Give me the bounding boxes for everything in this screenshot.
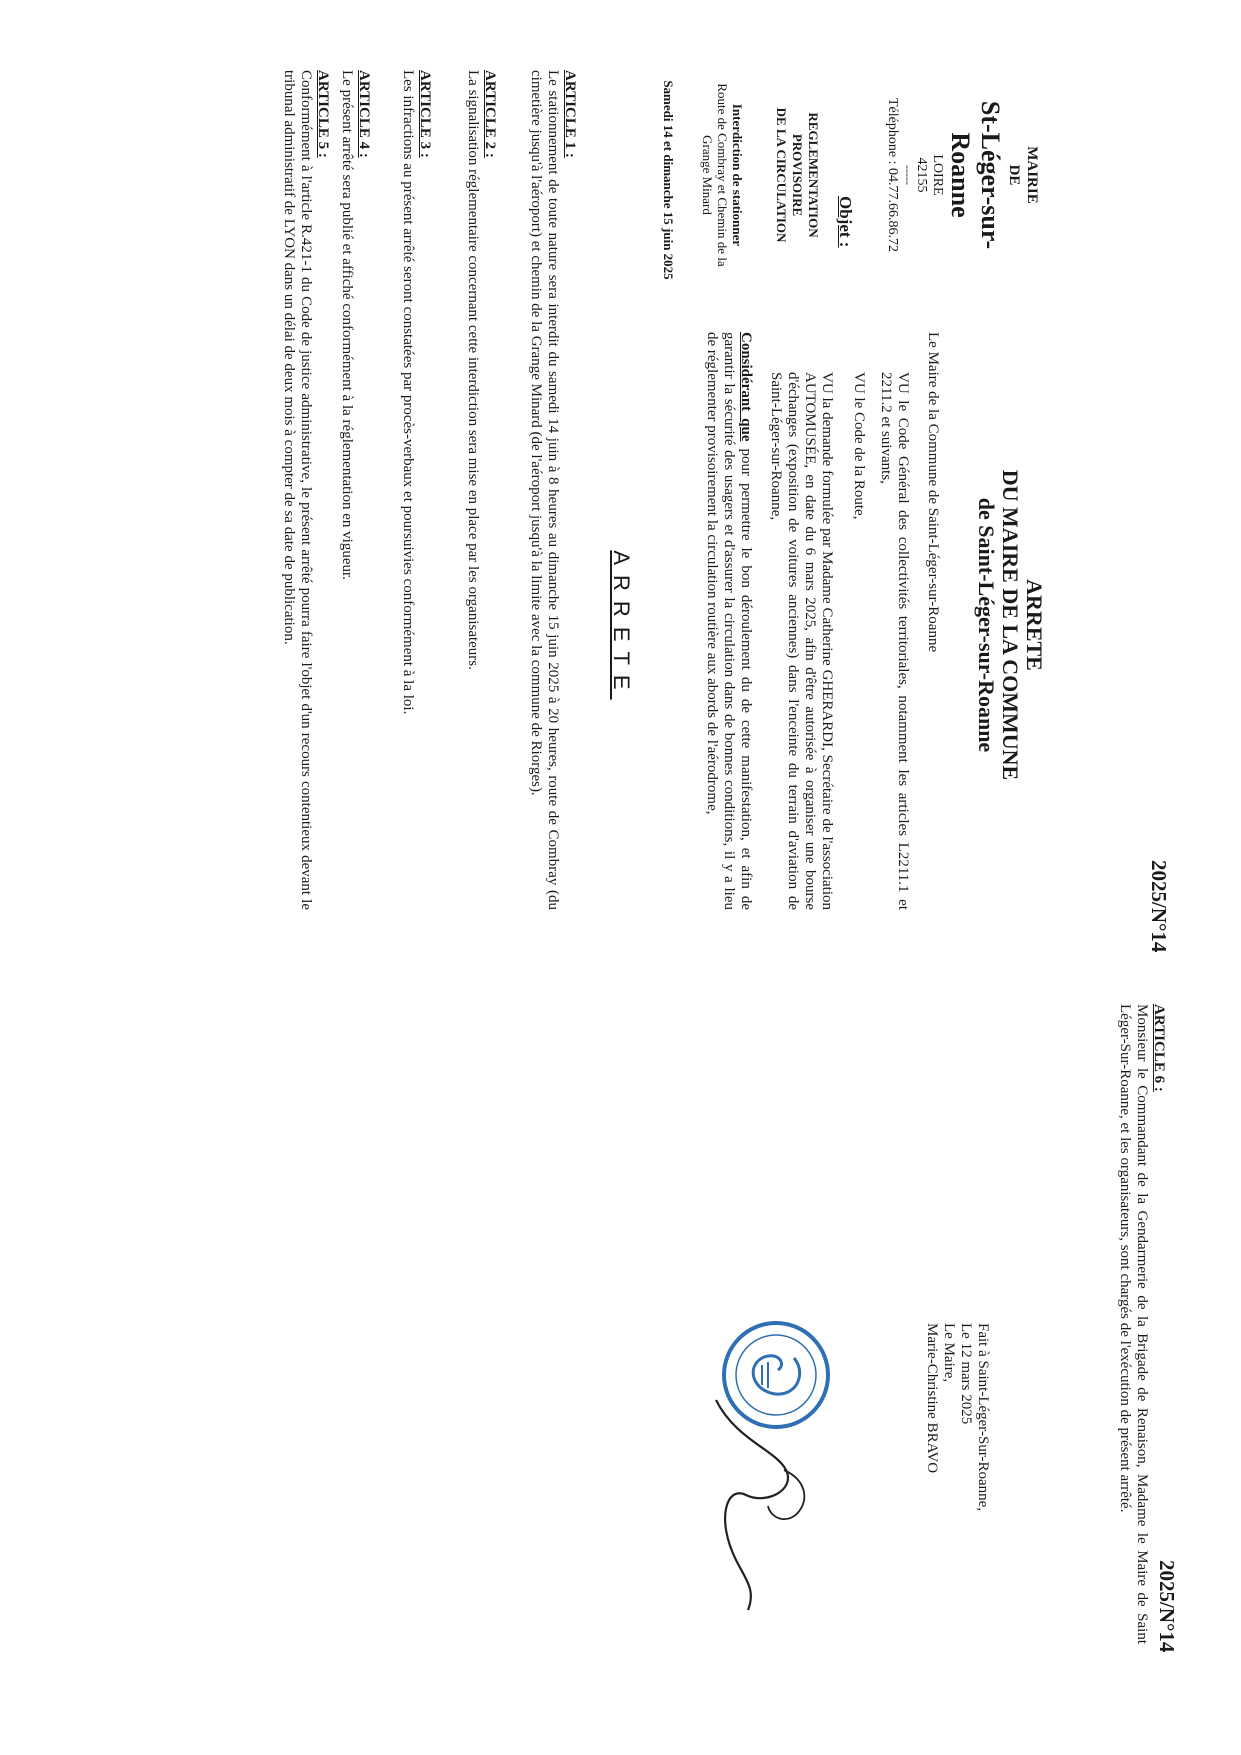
reglementation-heading [773,70,821,280]
article-4-label: ARTICLE 4 : [356,70,372,158]
interdiction-title: Interdiction de stationner [730,103,745,247]
separator: ----- [901,165,915,185]
article-6-label: ARTICLE 6 : [1151,1004,1167,1092]
reference-number-right: 2025/N°14 [1155,1560,1179,1653]
seal-outer-ring [724,1323,828,1427]
preamble-maire: Le Maire de la Commune de Saint-Léger-sur-Roanne [925,332,941,653]
mairie-header [883,70,1041,280]
preamble-considerant [703,332,754,910]
reference-number-left: 2025/N°14 [1147,860,1171,953]
article-4-text: Le présent arrêté sera publié et affiché conformément à la réglementation en vigueur. [339,70,355,580]
reglementation-line-1: REGLEMENTATION [806,112,821,238]
interdiction-line-3: Grange Minard [700,135,715,215]
preamble-vu-code-route: VU le Code de la Route, [851,372,867,520]
seal-emblem-lines [762,1362,768,1388]
considerant-text: pour permettre le bon déroulement du de cette manifestation, et afin de garantir la sécurité des usagers et d'assurer la circulation dans de bonnes conditions, il y a lieu de réglementer provisoirement la circulation routière aux abords de l'aérodrome, [704,332,754,911]
article-5 [280,70,331,910]
article-1-label: ARTICLE 1 : [562,70,578,158]
signature-role: Le Maire, [941,1323,957,1383]
signature-place: Fait à Saint-Léger-Sur-Roanne, [975,1323,991,1512]
stamp-and-signature-graphic [686,1320,866,1650]
article-1 [527,70,578,910]
article-2 [464,70,498,910]
official-seal [724,1323,828,1427]
phone-number: Téléphone : 04.77.66.86.72 [885,98,900,252]
preamble-vu-cgct: VU le Code Général des collectivités territoriales, notamment les articles L2211.1 et 2211.2 et suivants, [878,372,911,910]
department-label: LOIRE [930,154,945,196]
interdiction-subject [700,70,745,280]
reglementation-line-3: DE LA CIRCULATION [774,107,789,243]
article-1-text: Le stationnement de toute nature sera interdit du samedi 14 juin à 8 heures au dimanche 15 juin 2025 à 20 heures, route de Combray (du cimetière jusqu'à l'aéroport) et chemin de la Grange Minard (de l'aéroport jusqu'à la limite avec la commune de Riorges). [528,70,561,910]
article-5-label: ARTICLE 5 : [315,70,331,158]
article-4 [338,70,372,910]
preamble-vu-demande: VU la demande formulée par Madame Catherine GHERARDI, Secrétaire de l'association AUTOMUSÉE, en date du 6 mars 2025, afin d'être autorisée à organiser une bourse d'échanges (exposition de voitures anciennes) dans l'enceinte du terrain d'aviation de Saint-Léger-sur-Roanne, [768,372,835,910]
signature-name: Marie-Christine BRAVO [924,1323,940,1474]
mairie-label: MAIRIE [1024,146,1040,204]
interdiction-line-2: Route de Combray et Chemin de la [715,83,730,267]
seal-inner-ring [736,1335,816,1415]
document-title [974,330,1046,920]
title-line-3: de Saint-Léger-sur-Roanne [974,497,999,753]
mairie-stamp [681,1320,866,1650]
event-dates: Samedi 14 et dimanche 15 juin 2025 [661,80,676,280]
considerant-label: Considérant que [738,332,754,442]
mairie-de-label: DE [1006,164,1022,186]
article-6-text: Monsieur le Commandant de la Gendarmerie de la Brigade de Renaison, Madame le Maire de Saint Léger-Sur-Roanne, et les organisateurs, sont chargés de l'exécution de présent arrêté. [1117,1004,1150,1644]
title-line-2: DU MAIRE DE LA COMMUNE [998,469,1023,781]
handwritten-signature [716,1400,788,1610]
reglementation-line-2: PROVISOIRE [790,133,805,217]
article-3-text: Les infractions au présent arrêté seront constatées par procès-verbaux et poursuivies conformément à la loi. [400,70,416,715]
article-3-label: ARTICLE 3 : [417,70,433,158]
objet-label: Objet : [836,196,855,248]
seal-emblem [753,1356,799,1394]
commune-name: St-Léger-sur-Roanne [946,100,1005,250]
article-6 [1116,1004,1167,1644]
postcode: 42155 [914,157,929,193]
article-3 [399,70,433,910]
signature-date: Le 12 mars 2025 [958,1323,974,1425]
signature-block [923,1323,991,1623]
article-2-text: La signalisation réglementaire concernant cette interdiction sera mise en place par les organisateurs. [465,70,481,670]
article-5-text: Conformément à l'article R.421-1 du Code de justice administrative, le présent arrêté pourra faire l'objet d'un recours contentieux devant le tribunal administratif de LYON dans un délai de deux mois à compter de sa date de publication. [281,70,314,910]
arrete-heading: ARRETE [609,550,634,700]
title-line-1: ARRETE [1022,579,1047,671]
article-2-label: ARTICLE 2 : [482,70,498,158]
